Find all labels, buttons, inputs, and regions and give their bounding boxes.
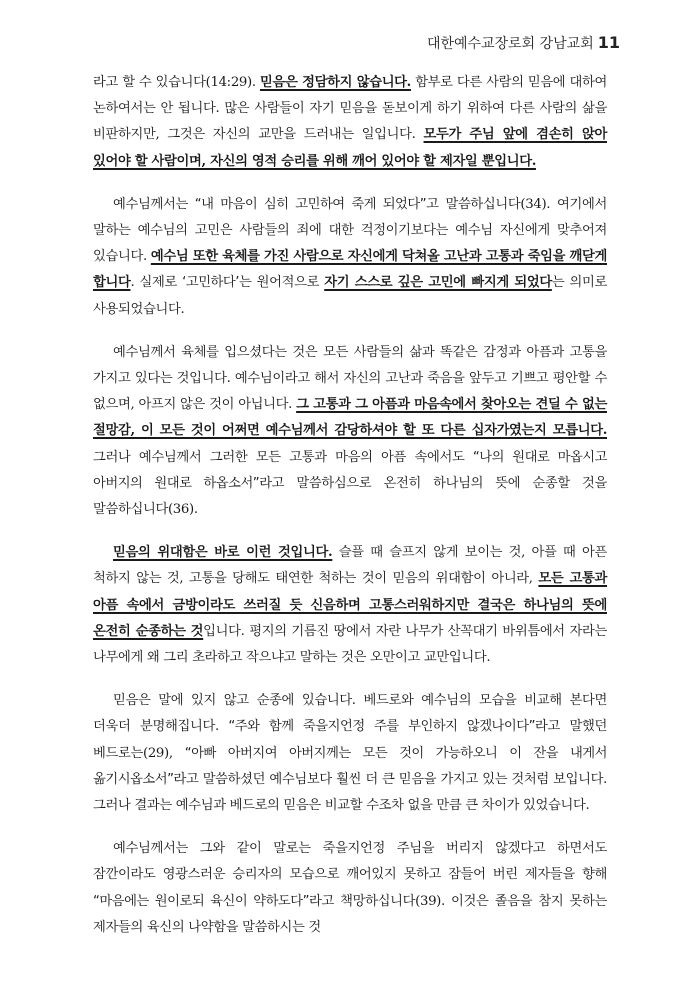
emphasized-text: 믿음은 정담하지 않습니다. [259, 75, 411, 90]
text-run: 예수님께서 육체를 입으셨다는 것은 모든 사람들의 삶과 똑같은 감정과 아픔과 고통을 가지고 있다는 것입니다. 예수님이라고 해서 자신의 고난과 죽음을 앞두고 기쁘고 평안할 수 없으며, 아프지 않은 것이 아닙니다. [93, 344, 607, 413]
quoted-text: “주와 함께 죽을지언정 주를 부인하지 않겠나이다” [228, 719, 535, 735]
text-run: 슬플 때 슬프지 않게 보이는 것, 아플 때 아픈 척하지 않는 것, 고통을 당해도 태연한 척하는 것이 믿음의 위대함이 아니라, [93, 545, 607, 587]
emphasized-text: 믿음의 위대함은 바로 이런 것입니다. [113, 545, 333, 561]
body-text [93, 70, 607, 958]
emphasized-text: 그 고통과 그 아픔과 마음속에서 찾아오는 견딜 수 없는 절망감, 이 모든 것이 어쩌면 예수님께서 감당하셔야 할 또 다른 십자가였는지 모릅니다. [93, 397, 607, 439]
emphasized-text: 예수님 또한 육체를 가진 사람으로 자신에게 닥쳐올 고난과 고통과 죽임을 깨닫게 합니다 [93, 249, 608, 291]
quoted-text: “내 마음이 심히 고민하여 죽게 되었다” [194, 196, 427, 212]
paragraph-1 [93, 70, 607, 175]
page-number: 11 [597, 33, 620, 52]
emphasized-text: 모든 고통과 아픔 속에서 금방이라도 쓰러질 듯 신음하며 고통스러워하지만 결국은 하나님의 뜻에 온전히 순종하는 것 [93, 571, 607, 639]
paragraph-6 [93, 836, 607, 941]
text-run: 라고 말했던 베드로는(29), [93, 719, 607, 761]
page-header [427, 33, 620, 53]
church-name: 대한예수교장로회 강남교회 [426, 36, 594, 52]
emphasized-text: 자기 스스로 깊은 고민에 빠지게 되었다 [324, 275, 552, 291]
text-run: 입니다. 평지의 기름진 땅에서 자란 나무가 산꼭대기 바위틈에서 자라는 나무에게 왜 그리 초라하고 작으냐고 말하는 것은 오만이고 교만입니다. [93, 623, 607, 666]
text-run: 는 의미로 사용되었습니다. [93, 275, 607, 317]
paragraph-2 [93, 192, 607, 323]
text-run: 라고 할 수 있습니다(14:29). [93, 75, 260, 90]
paragraph-3 [93, 340, 607, 523]
text-run: 고 말씀하십니다(34). 여기에서 말하는 예수님의 고민은 사람들의 죄에 대한 걱정이기보다는 예수님 자신에게 맞추어져 있습니다. [93, 196, 607, 265]
text-run: 예수님께서는 그와 같이 말로는 죽을지언정 주님을 버리지 않겠다고 하면서도 잠깐이라도 영광스러운 승리자의 모습으로 깨어있지 못하고 잠들어 버린 제자들을 향해 [93, 841, 607, 883]
quoted-text: “나의 원대로 마옵시고 아버지의 원대로 하옵소서” [93, 449, 607, 491]
text-run: 함부로 다른 사람의 믿음에 대하여 논하여서는 안 됩니다. 많은 사람들이 자기 믿음을 돋보이게 하기 위하여 다른 사람의 삶을 비판하지만, 그것은 자신의 교만을 드러내는 일입니다. [93, 75, 608, 143]
text-run: 라고 책망하십니다(39). 이것은 졸음을 참지 못하는 제자들의 육신의 나약함을 말씀하시는 것 [93, 893, 607, 935]
text-run: 는 원어적으로 [238, 275, 325, 291]
paragraph-5 [93, 688, 607, 819]
paragraph-4 [93, 540, 607, 671]
quoted-text: ‘고민하다’ [182, 275, 239, 291]
quoted-text: “마음에는 원이로되 육신이 약하도다” [93, 893, 309, 909]
text-run: 라고 말씀하셨던 예수님보다 훨씬 더 큰 믿음을 가지고 있는 것처럼 보입니다. 그러나 결과는 예수님과 베드로의 믿음은 비교할 수조차 없을 만큼 큰 차이가 있었습니다. [93, 771, 607, 814]
text-run: 믿음은 말에 있지 않고 순종에 있습니다. 베드로와 예수님의 모습을 비교해 본다면 더욱더 분명해집니다. [93, 693, 607, 735]
quoted-text: “아빠 아버지여 아버지께는 모든 것이 가능하오니 이 잔을 내게서 옮기시옵소서” [93, 745, 607, 787]
text-run: . 실제로 [130, 275, 183, 291]
text-run: 라고 말씀하심으로 온전히 하나님의 뜻에 순종할 것을 말씀하십니다(36). [93, 475, 607, 518]
text-run: 예수님께서는 [113, 196, 195, 212]
emphasized-text: 모두가 주님 앞에 겸손히 앉아 있어야 할 사람이며, 자신의 영적 승리를 위해 깨어 있어야 할 제자일 뿐입니다. [93, 127, 607, 169]
text-run: 그러나 예수님께서 그러한 모든 고통과 마음의 아픔 속에서도 [93, 449, 473, 465]
